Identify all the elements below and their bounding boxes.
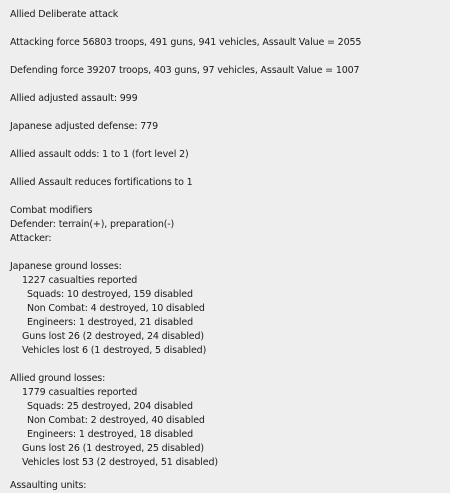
- japanese-adjusted-defense-line: Japanese adjusted defense: 779: [10, 121, 158, 132]
- allied-losses-heading: Allied ground losses:: [10, 373, 106, 384]
- allied-guns-line: Guns lost 26 (1 destroyed, 25 disabled): [22, 443, 204, 454]
- combat-report: [10, 8, 446, 470]
- spacer: [10, 162, 446, 176]
- spacer: [10, 22, 446, 36]
- japanese-casualties-line: 1227 casualties reported: [22, 275, 138, 286]
- combat-modifiers-heading: Combat modifiers: [10, 205, 93, 216]
- assault-odds-line: Allied assault odds: 1 to 1 (fort level 2): [10, 149, 189, 160]
- defender-modifiers-line: Defender: terrain(+), preparation(-): [10, 219, 175, 230]
- assaulting-units-heading: Assaulting units:: [10, 480, 87, 491]
- allied-non-combat-line: Non Combat: 2 destroyed, 40 disabled: [27, 415, 205, 426]
- japanese-losses-heading: Japanese ground losses:: [10, 261, 122, 272]
- japanese-squads-line: Squads: 10 destroyed, 159 disabled: [27, 289, 193, 300]
- allied-vehicles-line: Vehicles lost 53 (2 destroyed, 51 disabled): [22, 457, 218, 468]
- allied-engineers-line: Engineers: 1 destroyed, 18 disabled: [27, 429, 193, 440]
- spacer: [10, 106, 446, 120]
- attacking-force-line: Attacking force 56803 troops, 491 guns, 941 vehicles, Assault Value = 2055: [10, 37, 362, 48]
- japanese-non-combat-line: Non Combat: 4 destroyed, 10 disabled: [27, 303, 205, 314]
- allied-squads-line: Squads: 25 destroyed, 204 disabled: [27, 401, 193, 412]
- report-title: Allied Deliberate attack: [10, 9, 119, 20]
- spacer: [10, 246, 446, 260]
- spacer: [10, 78, 446, 92]
- spacer: [10, 190, 446, 204]
- defending-force-line: Defending force 39207 troops, 403 guns, 97 vehicles, Assault Value = 1007: [10, 65, 360, 76]
- spacer: [10, 50, 446, 64]
- spacer: [10, 134, 446, 148]
- japanese-engineers-line: Engineers: 1 destroyed, 21 disabled: [27, 317, 193, 328]
- japanese-guns-line: Guns lost 26 (2 destroyed, 24 disabled): [22, 331, 204, 342]
- allied-casualties-line: 1779 casualties reported: [22, 387, 138, 398]
- japanese-vehicles-line: Vehicles lost 6 (1 destroyed, 5 disabled): [22, 345, 207, 356]
- allied-adjusted-assault-line: Allied adjusted assault: 999: [10, 93, 138, 104]
- attacker-modifiers-line: Attacker:: [10, 233, 52, 244]
- fortification-result-line: Allied Assault reduces fortifications to 1: [10, 177, 193, 188]
- spacer: [10, 358, 446, 372]
